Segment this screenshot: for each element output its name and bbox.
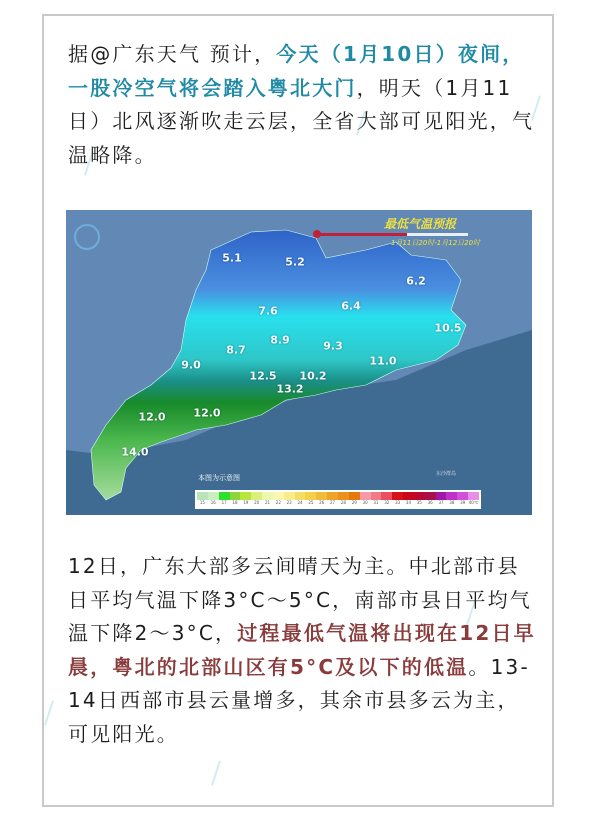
legend-swatch [414,492,425,500]
legend-tick: 32 [384,500,390,505]
legend-tick: 29 [351,500,357,505]
legend-tick: 18 [232,500,238,505]
legend-tick: 40℃ [468,500,479,505]
legend-tick: 24 [297,500,303,505]
map-title: 最低气温预报 [384,217,457,231]
legend-swatch [316,492,327,500]
legend-tick: 20 [254,500,260,505]
time-progress-knob [313,230,321,238]
legend-swatch [208,492,219,500]
forecast-text: 12日，广东大部多云间晴天为主。中北部市县日平均气温下降3°C～5°C，南部市县日平均气温下降2～3°C， [68,554,532,645]
legend-swatch [327,492,338,500]
map-time-range: 1月11日20时-1月12日20时 [391,239,481,247]
legend-tick: 34 [405,500,411,505]
temp-label: 6.2 [406,274,426,288]
temp-label: 10.5 [434,321,462,335]
intro-text-end: ，明天（1月11日）北风逐渐吹走云层，全省大部可见阳光，气温略降。 [68,75,535,167]
forecast-text-end: 。13-14日西部市县云量增多，其余市县多云为主，可见阳光。 [68,654,530,746]
legend-tick: 26 [319,500,325,505]
time-progress-bar [316,233,468,236]
legend-swatch [349,492,360,500]
legend-tick: 36 [427,500,433,505]
islands-label: 东沙群岛 [436,471,457,477]
legend-tick: 17 [221,500,227,505]
time-progress-fill [316,233,407,236]
temp-label: 5.2 [285,255,305,269]
temp-label: 10.2 [299,369,327,383]
min-temperature-forecast-map [66,210,532,515]
legend-ticks [197,500,479,507]
legend-swatch [446,492,457,500]
legend-tick: 39 [460,500,466,505]
legend-tick: 16 [210,500,216,505]
legend-swatch [273,492,284,500]
legend-swatch [338,492,349,500]
legend-tick: 33 [395,500,401,505]
legend-tick: 28 [340,500,346,505]
legend-swatch [262,492,273,500]
weather-service-logo [74,224,100,250]
legend-swatch [381,492,392,500]
temp-label: 6.4 [341,299,361,313]
legend-tick: 37 [438,500,444,505]
legend-tick: 38 [449,500,455,505]
legend-tick: 19 [243,500,249,505]
temp-label: 12.0 [193,406,221,420]
temp-label: 5.1 [222,251,242,265]
legend-tick: 22 [275,500,281,505]
legend-swatch [219,492,230,500]
legend-tick: 35 [416,500,422,505]
legend-tick: 21 [264,500,271,505]
legend-swatch [230,492,241,500]
legend-swatch [251,492,262,500]
temp-label: 11.0 [369,354,397,368]
legend-swatch [197,492,208,500]
legend-tick: 27 [330,500,336,505]
temp-label: 13.2 [276,382,304,396]
legend-tick: 15 [199,500,205,505]
legend-swatch [392,492,403,500]
legend-swatch [457,492,468,500]
legend-tick: 25 [308,500,314,505]
temp-label: 12.5 [249,369,277,383]
legend-swatch [468,492,479,500]
temperature-legend [195,490,481,509]
legend-swatch [436,492,447,500]
legend-swatch [403,492,414,500]
legend-swatch [240,492,251,500]
temp-label: 9.3 [323,339,343,353]
temp-label: 7.6 [258,304,278,318]
intro-paragraph [68,38,538,172]
intro-text: 据@广东天气 预计， [68,42,277,66]
legend-swatch [425,492,436,500]
temp-label: 14.0 [121,445,149,459]
legend-tick: 30 [362,500,368,505]
map-note: 本图为示意图 [198,474,240,482]
legend-swatch [360,492,371,500]
legend-swatch [284,492,295,500]
legend-swatches [197,492,479,500]
temp-label: 8.7 [226,343,246,357]
legend-tick: 31 [373,500,379,505]
temp-label: 8.9 [270,333,290,347]
legend-swatch [305,492,316,500]
forecast-paragraph [68,550,538,751]
forecast-highlight: 过程最低气温将出现在12日早晨，粤北的北部山区有5°C及以下的低温 [68,621,536,679]
legend-tick: 23 [286,500,292,505]
temp-label: 9.0 [181,358,201,372]
legend-swatch [371,492,382,500]
temp-label: 12.0 [138,410,166,424]
legend-swatch [295,492,306,500]
intro-highlight: 今天（1月10日）夜间，一股冷空气将会踏入粤北大门 [68,42,525,100]
